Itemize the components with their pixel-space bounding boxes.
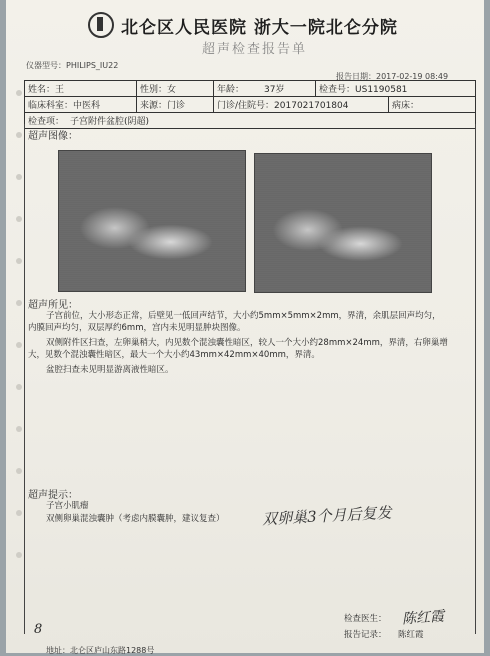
impression-label: 超声提示： [28, 490, 78, 501]
hospital-address: 地址：北仑区庐山东路1288号 [46, 646, 155, 655]
examiner-label: 检查医生： [344, 614, 387, 624]
clinical-dept: 临床科室：中医科 [25, 97, 137, 113]
report-date: 报告日期：2017-02-19 08:49 [336, 72, 449, 81]
recorder-name: 陈红霞 [398, 630, 424, 640]
page-mark: 8 [34, 622, 43, 637]
patient-age: 年龄： 37岁 [214, 81, 316, 97]
examiner-signature: 陈红霞 [401, 608, 445, 628]
exam-item: 检查项： 子宫附件盆腔(阴超) [25, 113, 476, 129]
visit-number: 门诊/住院号：2017021701804 [214, 97, 389, 113]
ultrasound-image-1 [58, 150, 246, 292]
impression-line-2: 双侧卵巢混浊囊肿（考虑内膜囊肿，建议复查） [46, 514, 225, 524]
binding-holes [16, 90, 24, 594]
findings-pelvis: 盆腔扫查未见明显游离液性暗区。 [46, 365, 174, 375]
images-label: 超声图像： [28, 131, 78, 142]
patient-name: 姓名：王 [25, 81, 137, 97]
exam-number: 检查号：US1190581 [316, 81, 476, 97]
patient-info-table [24, 80, 476, 129]
ultrasound-image-2 [254, 153, 432, 293]
patient-sex: 性别：女 [137, 81, 214, 97]
patient-source: 来源：门诊 [137, 97, 214, 113]
report-title: 超声检查报告单 [202, 42, 308, 57]
hospital-logo-icon [88, 12, 114, 38]
report-paper [6, 0, 484, 653]
findings-label: 超声所见： [28, 300, 78, 311]
handwritten-note: 双卵巢3个月后复发 [261, 503, 392, 529]
recorder-label: 报告记录： [344, 630, 387, 640]
bed-number: 病床： [389, 97, 476, 113]
impression-line-1: 子宫小肌瘤 [46, 501, 89, 511]
findings-uterus: 子宫前位，大小形态正常，后壁见一低回声结节，大小约5mm×5mm×2mm，界清，余肌层回声均匀，内膜回声均匀，双层厚约6mm，宫内未见明显肿块图像。 [28, 311, 441, 333]
instrument-model: 仪器型号：PHILIPS_IU22 [26, 61, 119, 70]
hospital-title: 北仑区人民医院 浙大一院北仑分院 [121, 18, 398, 38]
findings-adnexa: 双侧附件区扫查，左卵巢稍大，内见数个混浊囊性暗区，较人一个大小约28mm×24mm，界清，右卵巢增大，见数个混浊囊性暗区，最大一个大小约43mm×42mm×40mm，界清。 [28, 338, 448, 360]
